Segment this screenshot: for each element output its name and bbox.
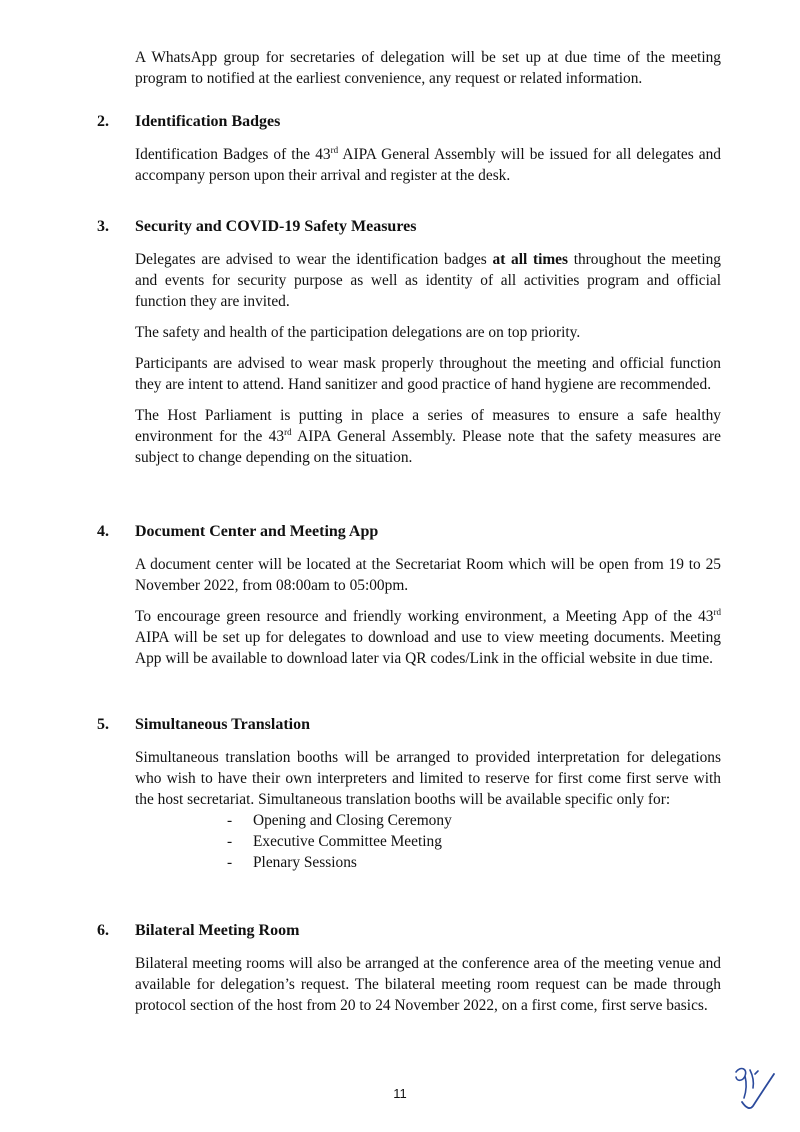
section-security-covid: [97, 216, 721, 478]
section-title: Security and COVID-19 Safety Measures: [135, 218, 417, 235]
section-heading: [97, 920, 721, 941]
list-item: - Executive Committee Meeting: [227, 833, 442, 850]
intro-paragraph-block: [135, 47, 721, 99]
measures-paragraph: The Host Parliament is putting in place a series of measures to ensure a safe healthy environment for the 43rd AIPA General Assembly. Please note that the safety measures are subject to change depending on the situation.: [135, 407, 721, 466]
bilateral-paragraph: Bilateral meeting rooms will also be arranged at the conference area of the meeting venue and available for delegation’s request. The bilateral meeting room request can be made through protocol section of the host from 20 to 24 November 2022, on a first come, first serve basics.: [135, 955, 721, 1014]
section-heading: [97, 714, 721, 735]
section-number: 2.: [97, 113, 109, 130]
signature-initials: [728, 1062, 776, 1114]
section-number: 3.: [97, 218, 109, 235]
section-number: 4.: [97, 523, 109, 540]
meeting-app-paragraph: To encourage green resource and friendly working environment, a Meeting App of the 43rd AIPA will be set up for delegates to download and use to view meeting documents. Meeting App will be available to download later via QR codes/Link in the official website in due time.: [135, 606, 721, 667]
section-bilateral-meeting-room: [97, 920, 721, 1026]
document-center-paragraph: A document center will be located at the Secretariat Room which will be open from 19 to 25 November 2022, from 08:00am to 05:00pm.: [135, 556, 721, 594]
section-title: Simultaneous Translation: [135, 716, 311, 733]
security-paragraph: Delegates are advised to wear the identification badges at all times throughout the meeting and events for security purpose as well as identity of all activities program and official function they are invited.: [135, 251, 722, 310]
list-item: - Opening and Closing Ceremony: [227, 812, 452, 829]
safety-priority-paragraph: The safety and health of the participation delegations are on top priority.: [135, 324, 581, 341]
section-number: 6.: [97, 922, 109, 939]
section-title: Bilateral Meeting Room: [135, 922, 300, 939]
mask-paragraph: Participants are advised to wear mask properly throughout the meeting and official function they are intent to attend. Hand sanitizer and good practice of hand hygiene are recommended.: [135, 355, 721, 393]
section-simultaneous-translation: [97, 714, 721, 873]
page-number: 11: [393, 1086, 407, 1101]
booth-list: [135, 810, 721, 873]
section-document-center: [97, 521, 721, 679]
section-heading: [97, 521, 721, 542]
section-number: 5.: [97, 716, 109, 733]
list-item: - Plenary Sessions: [227, 854, 357, 871]
badges-paragraph: Identification Badges of the 43rd AIPA General Assembly will be issued for all delegates and accompany person upon their arrival and register at the desk.: [135, 144, 722, 184]
section-heading: [97, 111, 721, 132]
section-title: Document Center and Meeting App: [135, 523, 379, 540]
translation-paragraph: Simultaneous translation booths will be arranged to provided interpretation for delegations who wish to have their own interpreters and limited to reserve for first come first serve with the host secretariat. Simultaneous translation booths will be available specific only for:: [135, 749, 721, 808]
intro-paragraph: A WhatsApp group for secretaries of delegation will be set up at due time of the meeting program to notified at the earliest convenience, any request or related information.: [135, 49, 721, 87]
section-identification-badges: [97, 111, 721, 196]
section-heading: [97, 216, 721, 237]
section-title: Identification Badges: [135, 113, 281, 130]
